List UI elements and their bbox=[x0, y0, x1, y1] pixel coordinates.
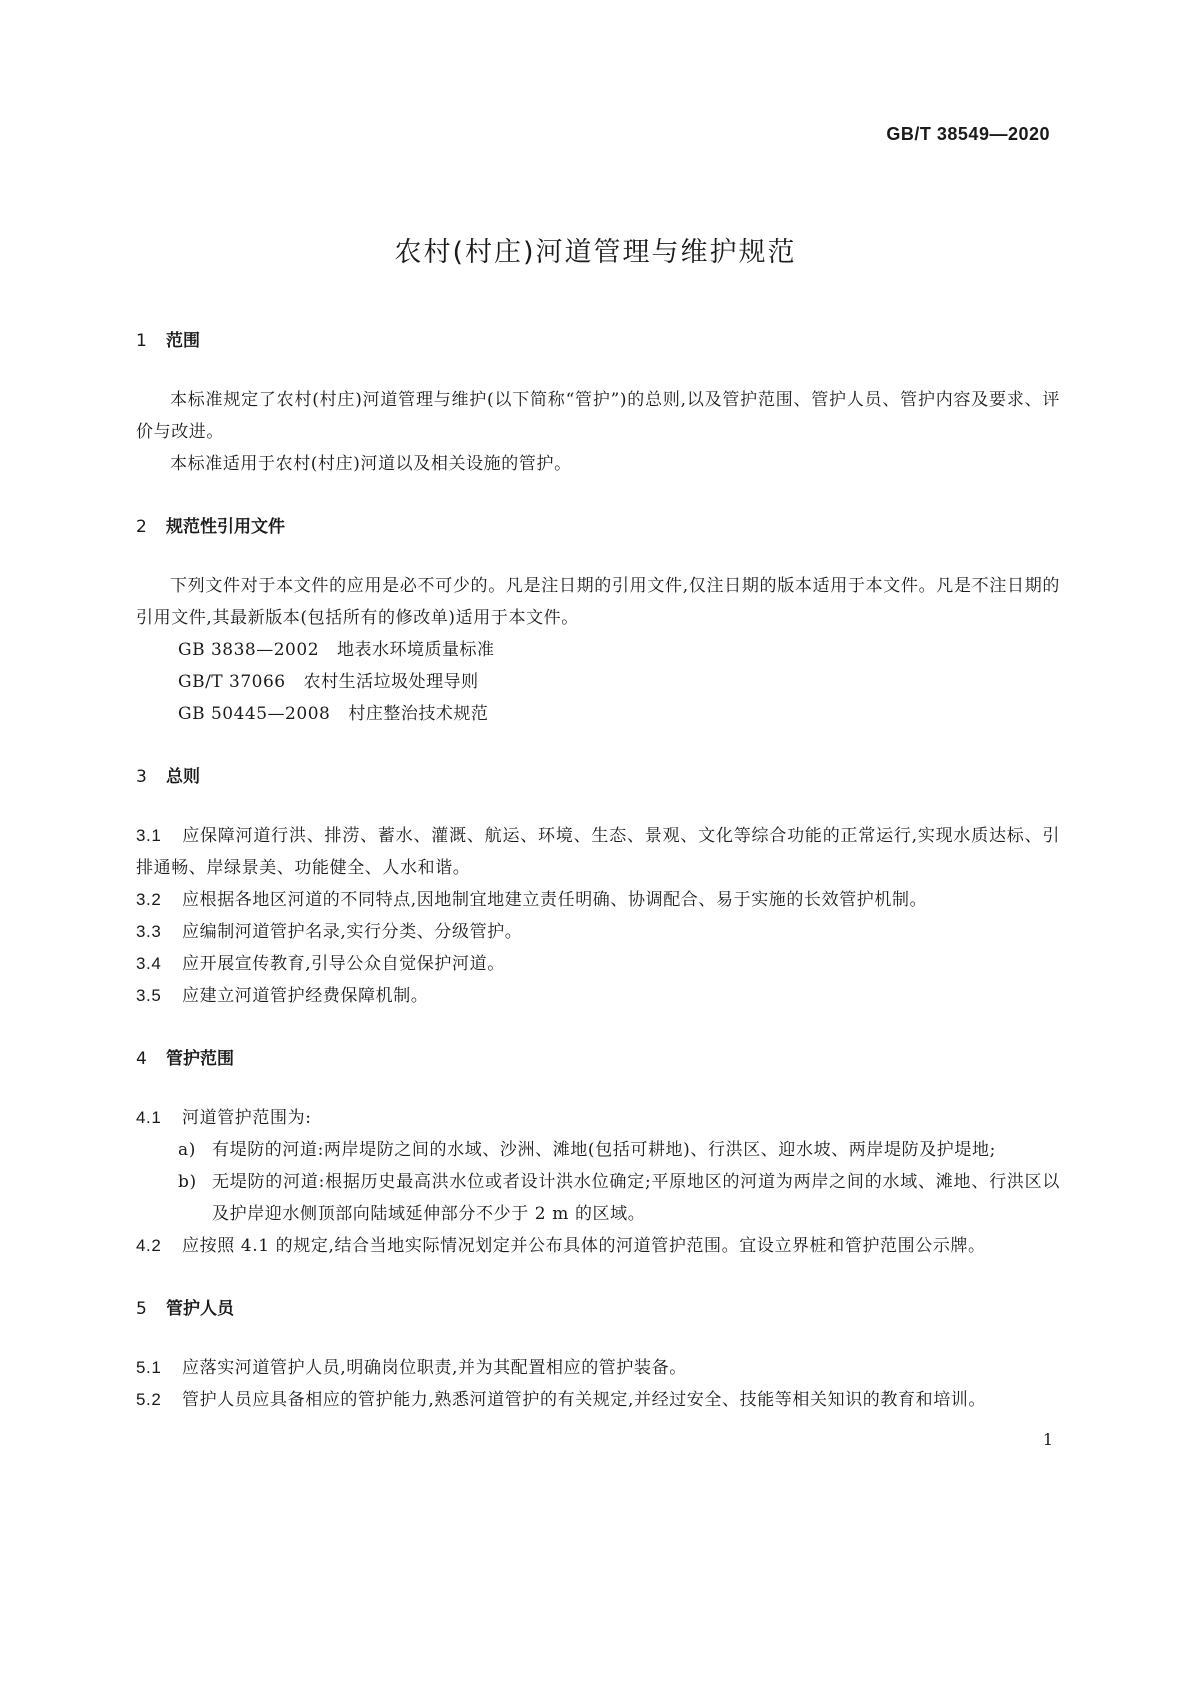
section-number: 1 bbox=[136, 331, 147, 351]
section-number: 5 bbox=[136, 1299, 147, 1319]
list-item-text: 有堤防的河道:两岸堤防之间的水域、沙洲、滩地(包括可耕地)、行洪区、迎水坡、两岸堤防及护堤地; bbox=[212, 1140, 996, 1160]
clause-number: 4.1 bbox=[136, 1108, 162, 1127]
section-title: 管护范围 bbox=[166, 1049, 234, 1069]
reference-code: GB/T 37066 bbox=[178, 672, 286, 692]
paragraph: 本标准适用于农村(村庄)河道以及相关设施的管护。 bbox=[170, 454, 572, 474]
page-number: 1 bbox=[1042, 1430, 1053, 1449]
list-item bbox=[136, 1134, 1060, 1166]
clause bbox=[136, 1384, 1060, 1416]
clause-text: 应编制河道管护名录,实行分类、分级管护。 bbox=[182, 922, 523, 942]
document-title: 农村(村庄)河道管理与维护规范 bbox=[394, 237, 797, 268]
list-item bbox=[136, 1166, 1060, 1230]
section-heading-personnel bbox=[136, 1296, 1060, 1322]
section-heading-management-scope bbox=[136, 1046, 1060, 1072]
clause-number: 3.1 bbox=[136, 826, 162, 845]
clause-text: 应建立河道管护经费保障机制。 bbox=[182, 986, 429, 1006]
clause-text: 管护人员应具备相应的管护能力,熟悉河道管护的有关规定,并经过安全、技能等相关知识的教育和培训。 bbox=[182, 1390, 987, 1410]
reference-code: GB 3838—2002 bbox=[178, 640, 320, 660]
reference-item bbox=[136, 698, 1060, 730]
section-title: 规范性引用文件 bbox=[166, 517, 285, 537]
section-number: 4 bbox=[136, 1049, 147, 1069]
section-title: 总则 bbox=[166, 767, 200, 787]
section-title: 管护人员 bbox=[166, 1299, 234, 1319]
section-number: 3 bbox=[136, 767, 147, 787]
clause-text: 应保障河道行洪、排涝、蓄水、灌溉、航运、环境、生态、景观、文化等综合功能的正常运行,实现水质达标、引排通畅、岸绿景美、功能健全、人水和谐。 bbox=[136, 826, 1060, 878]
clause bbox=[136, 884, 1060, 916]
document-body bbox=[136, 328, 1060, 1416]
list-marker: b) bbox=[178, 1172, 197, 1192]
reference-item bbox=[136, 634, 1060, 666]
list-marker: a) bbox=[178, 1140, 196, 1160]
clause-number: 3.2 bbox=[136, 890, 162, 909]
clause-text: 河道管护范围为: bbox=[182, 1108, 312, 1128]
clause bbox=[136, 1102, 1060, 1134]
section-heading-scope bbox=[136, 328, 1060, 354]
paragraph: 下列文件对于本文件的应用是必不可少的。凡是注日期的引用文件,仅注日期的版本适用于本文件。凡是不注日期的引用文件,其最新版本(包括所有的修改单)适用于本文件。 bbox=[136, 576, 1060, 628]
clause bbox=[136, 820, 1060, 884]
clause-number: 4.2 bbox=[136, 1236, 162, 1255]
paragraph: 本标准规定了农村(村庄)河道管理与维护(以下简称“管护”)的总则,以及管护范围、管护人员、管护内容及要求、评价与改进。 bbox=[136, 390, 1060, 442]
clause-text: 应按照 4.1 的规定,结合当地实际情况划定并公布具体的河道管护范围。宜设立界桩和管护范围公示牌。 bbox=[182, 1236, 986, 1256]
reference-title: 地表水环境质量标准 bbox=[337, 640, 495, 660]
clause-text: 应开展宣传教育,引导公众自觉保护河道。 bbox=[182, 954, 505, 974]
clause bbox=[136, 1230, 1060, 1262]
clause-text: 应根据各地区河道的不同特点,因地制宜地建立责任明确、协调配合、易于实施的长效管护机制。 bbox=[182, 890, 928, 910]
reference-title: 农村生活垃圾处理导则 bbox=[303, 672, 479, 692]
reference-item bbox=[136, 666, 1060, 698]
clause bbox=[136, 948, 1060, 980]
section-title: 范围 bbox=[166, 331, 200, 351]
standard-code: GB/T 38549—2020 bbox=[886, 124, 1050, 144]
clause-text: 应落实河道管护人员,明确岗位职责,并为其配置相应的管护装备。 bbox=[182, 1358, 687, 1378]
clause bbox=[136, 980, 1060, 1012]
clause-number: 5.2 bbox=[136, 1390, 162, 1409]
clause bbox=[136, 916, 1060, 948]
clause bbox=[136, 1352, 1060, 1384]
reference-title: 村庄整治技术规范 bbox=[348, 704, 489, 724]
reference-code: GB 50445—2008 bbox=[178, 704, 331, 724]
list-item-text: 无堤防的河道:根据历史最高洪水位或者设计洪水位确定;平原地区的河道为两岸之间的水域、滩地、行洪区以及护岸迎水侧顶部向陆域延伸部分不少于 2 m 的区域。 bbox=[212, 1172, 1060, 1224]
clause-number: 3.5 bbox=[136, 986, 162, 1005]
section-number: 2 bbox=[136, 517, 147, 537]
section-heading-normative-references bbox=[136, 514, 1060, 540]
clause-number: 3.3 bbox=[136, 922, 162, 941]
clause-number: 5.1 bbox=[136, 1358, 162, 1377]
clause-number: 3.4 bbox=[136, 954, 162, 973]
section-heading-general bbox=[136, 764, 1060, 790]
